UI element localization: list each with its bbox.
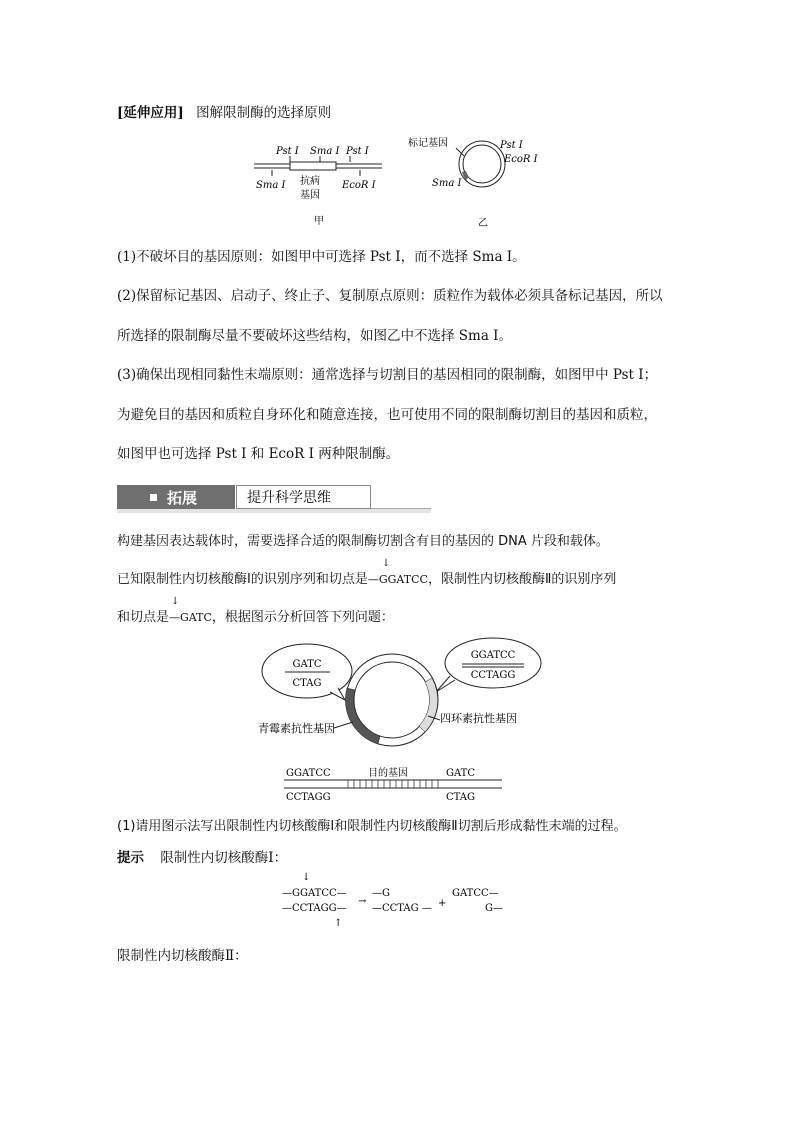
bubble-right-bottom: CCTAGG: [470, 670, 516, 681]
principle-1: (1)不破坏目的基因原则：如图甲中可选择 Pst Ⅰ，而不选择 Sma Ⅰ。: [117, 249, 526, 265]
label-tetracycline: 四环素抗性基因: [440, 712, 517, 725]
bubble-right-top: GGATCC: [470, 650, 516, 661]
yi-label-eco: EcoR Ⅰ: [504, 154, 538, 165]
body-line3-pre: 和切点是: [117, 610, 170, 625]
section-title: 图解限制酶的选择原则: [196, 105, 332, 121]
jia-label-eco: EcoR Ⅰ: [342, 180, 376, 191]
dna-top-left: GGATCC: [286, 768, 331, 779]
jia-label-sma-top: Sma Ⅰ: [310, 146, 340, 157]
hint-enzyme1: 限制性内切核酸酶Ⅰ：: [160, 850, 288, 866]
label-penicillin: 青霉素抗性基因: [258, 722, 335, 735]
principle-2-line1: (2)保留标记基因、启动子、终止子、复制原点原则：质粒作为载体必须具备标记基因，所以: [117, 288, 663, 304]
banner-sub: 提升科学思维: [247, 490, 331, 506]
body-line2-seq: —GGATCC: [367, 573, 428, 586]
bubble-left-top: GATC: [292, 659, 322, 670]
cut-right-top: GATCC—: [452, 888, 499, 899]
cut-figure: [280, 870, 520, 932]
body-line3-seq: —GATC: [169, 611, 212, 624]
plasmid-figure: [250, 636, 550, 748]
jia-label-gene-2: 基因: [300, 190, 320, 201]
figure-yi: [404, 132, 554, 230]
body-line2: [117, 558, 617, 587]
section-tag: [延伸应用]: [117, 105, 184, 121]
section-header: [117, 101, 331, 121]
cut-plus: +: [438, 898, 447, 909]
question-1: (1)请用图示法写出限制性内切核酸酶Ⅰ和限制性内切核酸酶Ⅱ切割后形成黏性末端的过程。: [117, 819, 627, 834]
cut-left-top: —GGATCC—: [282, 888, 347, 899]
hint-label: 提示: [117, 850, 144, 866]
bubble-left-bottom: CTAG: [292, 678, 322, 689]
principle-3-line2: 为避免目的基因和质粒自身环化和随意连接，也可使用不同的限制酶切割目的基因和质粒，: [117, 407, 657, 423]
banner-main: 拓展: [167, 489, 198, 507]
body-line3: [117, 596, 394, 625]
cut-arrow-1: ↓: [381, 558, 391, 569]
yi-label-marker: 标记基因: [408, 138, 448, 149]
principle-2-line2: 所选择的限制酶尽量不要破坏这些结构，如图乙中不选择 Sma Ⅰ。: [117, 328, 513, 344]
figure-jia: [250, 138, 390, 230]
target-dna-figure: [284, 763, 508, 803]
hint-line: [117, 846, 287, 866]
extension-banner: [117, 482, 431, 512]
cut-right-bottom: G—: [485, 903, 503, 914]
cut-arrow-up: ↑: [334, 918, 343, 929]
principle-3-line3: 如图甲也可选择 Pst Ⅰ 和 EcoR Ⅰ 两种限制酶。: [117, 446, 400, 462]
dna-mid: 目的基因: [368, 768, 408, 779]
jia-label-sma-bottom: Sma Ⅰ: [256, 180, 286, 191]
body-line2-post: ，限制性内切核酸酶Ⅱ的识别序列: [427, 572, 617, 587]
cut-yield-arrow: →: [358, 896, 367, 907]
jia-label-gene-1: 抗病: [300, 176, 320, 187]
yi-label-pst: Pst Ⅰ: [500, 140, 523, 151]
yi-caption: 乙: [478, 218, 488, 229]
cut-arrow-down: ↓: [302, 872, 311, 883]
cut-mid-bottom: —CCTAG —: [372, 903, 432, 914]
jia-caption: 甲: [314, 216, 324, 227]
principle-3-line1: (3)确保出现相同黏性末端原则：通常选择与切割目的基因相同的限制酶，如图甲中 Pst Ⅰ；: [117, 367, 658, 383]
hint-enzyme2: 限制性内切核酸酶Ⅱ：: [117, 948, 248, 964]
body-line3-post: ，根据图示分析回答下列问题：: [211, 610, 394, 625]
cut-left-bottom: —CCTAGG—: [282, 903, 347, 914]
cut-mid-top: —G: [372, 888, 390, 899]
body-line1: 构建基因表达载体时，需要选择合适的限制酶切割含有目的基因的 DNA 片段和载体。: [117, 534, 609, 549]
dna-bottom-right: CTAG: [446, 792, 475, 803]
yi-label-sma: Sma Ⅰ: [432, 178, 462, 189]
cut-arrow-2: ↓: [171, 596, 180, 607]
dna-bottom-left: CCTAGG: [286, 792, 331, 803]
jia-label-pst-left: Pst Ⅰ: [276, 146, 299, 157]
dna-top-right: GATC: [446, 768, 475, 779]
jia-label-pst-right: Pst Ⅰ: [346, 146, 369, 157]
body-line2-pre: 已知限制性内切核酸酶Ⅰ的识别序列和切点是: [117, 572, 368, 587]
